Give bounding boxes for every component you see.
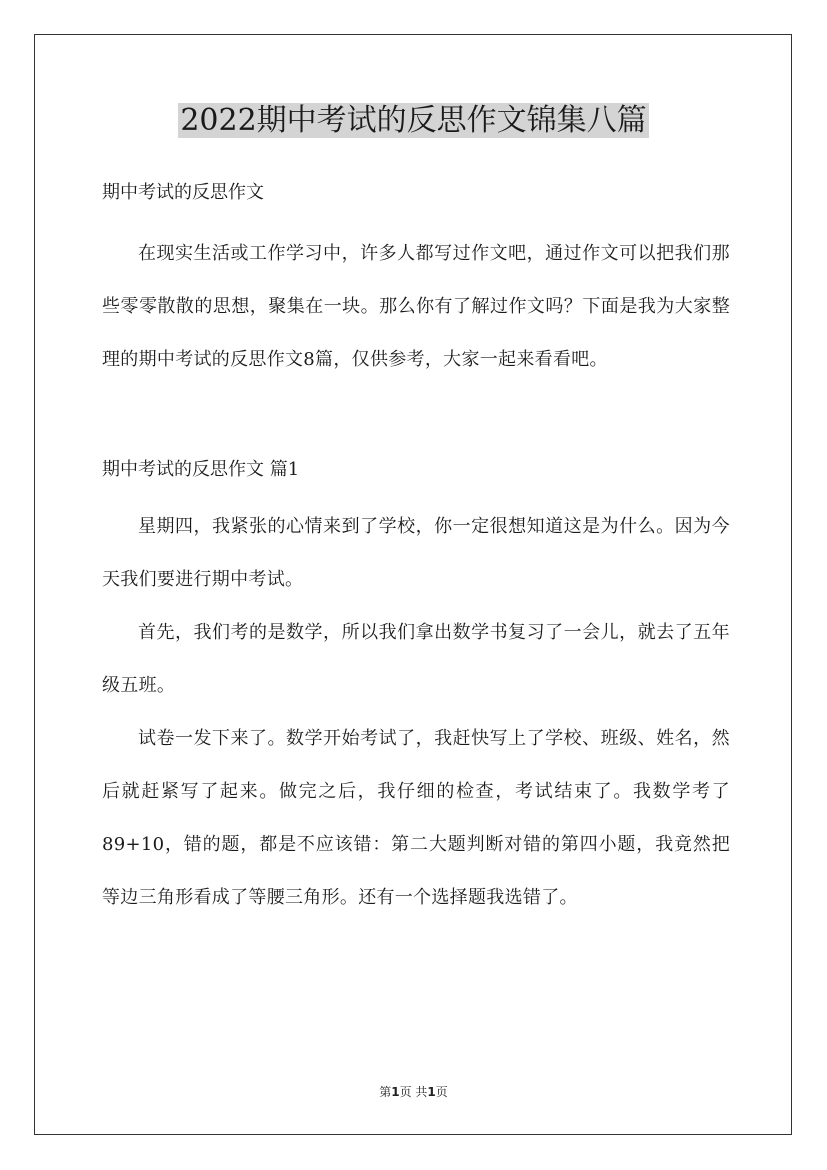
page-footer xyxy=(0,1083,827,1100)
page-number-prefix: 第 xyxy=(379,1085,392,1099)
total-page-number: 1 xyxy=(427,1085,436,1099)
section-1-paragraph: 首先，我们考的是数学，所以我们拿出数学书复习了一会儿，就去了五年级五班。 xyxy=(102,622,730,696)
document-title-text: 2022期中考试的反思作文锦集八篇 xyxy=(180,103,647,138)
intro-paragraph: 在现实生活或工作学习中，许多人都写过作文吧，通过作文可以把我们那些零零散散的思想，聚集在一块。那么你有了解过作文吗？下面是我为大家整理的期中考试的反思作文8篇，仅供参考，大家一起来看看吧。 xyxy=(102,243,730,370)
page-number-suffix: 页 xyxy=(435,1085,448,1099)
section-1-heading: 期中考试的反思作文 篇1 xyxy=(102,459,300,480)
current-page-number: 1 xyxy=(391,1085,400,1099)
document-body xyxy=(102,175,730,924)
intro-heading: 期中考试的反思作文 xyxy=(102,182,264,203)
section-1-paragraph: 星期四，我紧张的心情来到了学校，你一定很想知道这是为什么。因为今天我们要进行期中考试。 xyxy=(102,516,730,590)
document-title xyxy=(0,98,827,144)
page-number-mid: 页 共 xyxy=(399,1085,428,1099)
section-1-paragraph: 试卷一发下来了。数学开始考试了，我赶快写上了学校、班级、姓名，然后就赶紧写了起来。做完之后，我仔细的检查，考试结束了。我数学考了89+10，错的题，都是不应该错：第二大题判断对错的第四小题，我竟然把等边三角形看成了等腰三角形。还有一个选择题我选错了。 xyxy=(102,728,730,908)
section-spacer xyxy=(102,386,730,452)
